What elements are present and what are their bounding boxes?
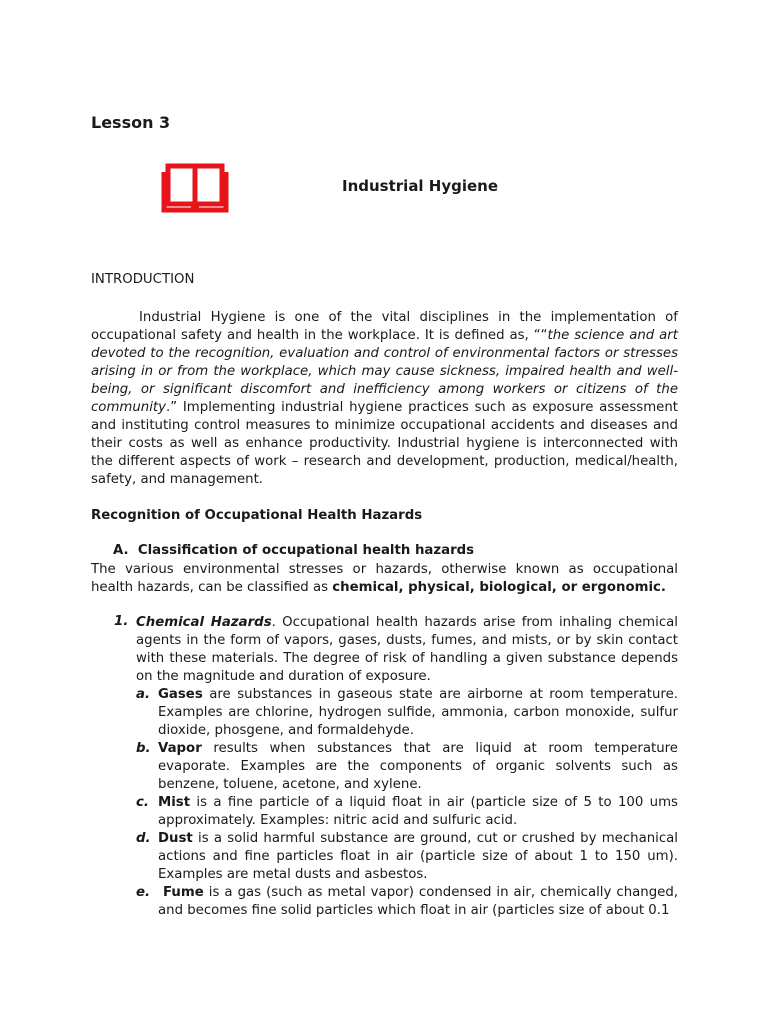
item-1-paragraph: Chemical Hazards. Occupational health hazards arise from inhaling chemical agents in the form of vapors, gases, dusts, fumes, and mists, or by skin contact with these materials. The degree of risk of handling a given substance depends on the magnitude and duration of exposure.	[136, 615, 678, 684]
lesson-title: Industrial Hygiene	[342, 177, 499, 195]
subitem-d-paragraph: Dust is a solid harmful substance are ground, cut or crushed by mechanical actions and fine particles float in air (particle size of about 1 to 150 um). Examples are metal dusts and asbestos.	[158, 831, 678, 882]
introduction-heading: INTRODUCTION	[91, 272, 195, 287]
subitem-b-marker: b.	[136, 741, 151, 756]
introduction-paragraph: Industrial Hygiene is one of the vital disciplines in the implementation of occupational safety and health in the workplace. It is defined as, ““the science and art devoted to the recognition, evaluation and control of environmental factors or stresses arising in or from the workplace, which may cause sickness, impaired health and well-being, or significant discomfort and inefficiency among workers or citizens of the community.” Implementing industrial hygiene practices such as exposure assessment and instituting control measures to minimize occupational accidents and diseases and their costs as well as enhance productivity. Industrial hygiene is interconnected with the different aspects of work – research and development, production, medical/health, safety, and management.	[91, 310, 678, 487]
item-1-marker: 1.	[114, 614, 129, 629]
section-a-heading: A. Classification of occupational health hazards	[113, 543, 475, 558]
recognition-heading: Recognition of Occupational Health Hazards	[91, 508, 423, 523]
subitem-a-paragraph: Gases are substances in gaseous state are airborne at room temperature. Examples are chlorine, hydrogen sulfide, ammonia, carbon monoxide, sulfur dioxide, phosgene, and formaldehyde.	[158, 687, 678, 738]
subitem-a-marker: a.	[136, 687, 151, 702]
lesson-label: Lesson 3	[91, 113, 171, 132]
subitem-c-marker: c.	[136, 795, 149, 810]
subitem-c-paragraph: Mist is a fine particle of a liquid float in air (particle size of 5 to 100 ums approximately. Examples: nitric acid and sulfuric acid.	[158, 795, 678, 828]
open-book-icon	[161, 158, 229, 214]
subitem-e-marker: e.	[136, 885, 151, 900]
subitem-b-paragraph: Vapor results when substances that are liquid at room temperature evaporate. Examples are the components of organic solvents such as benzene, toluene, acetone, and xylene.	[158, 741, 678, 792]
subitem-d-marker: d.	[136, 831, 151, 846]
section-a-paragraph: The various environmental stresses or hazards, otherwise known as occupational health hazards, can be classified as chemical, physical, biological, or ergonomic.	[91, 562, 678, 595]
subitem-e-paragraph: Fume is a gas (such as metal vapor) condensed in air, chemically changed, and becomes fine solid particles which float in air (particles size of about 0.1	[158, 885, 678, 918]
